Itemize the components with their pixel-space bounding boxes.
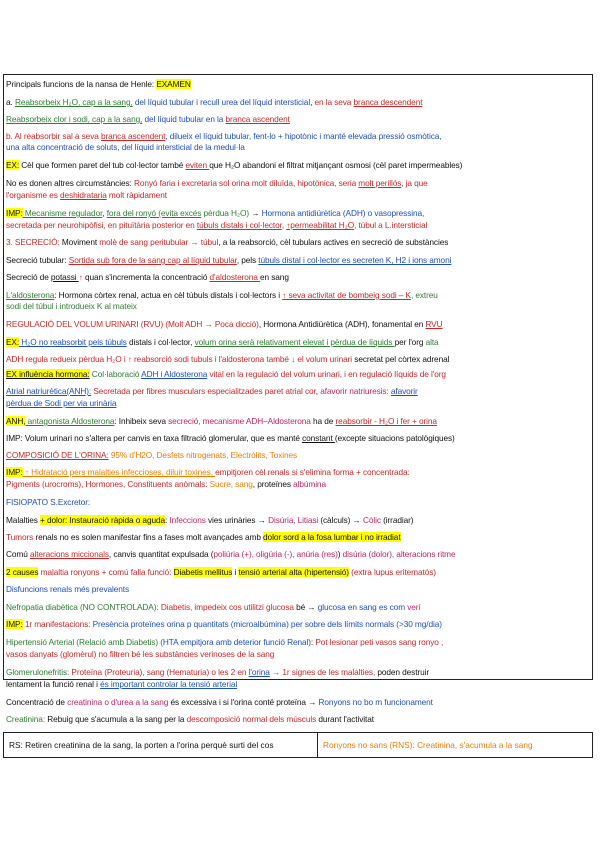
text: bé →	[293, 602, 318, 612]
text: Mecanisme regulador	[22, 208, 103, 218]
note-line	[6, 272, 590, 282]
text: ,	[102, 208, 107, 218]
text: pèrdua de Sodi per via urinària	[6, 398, 117, 408]
text: Nefropatia diabètica (NO CONTROLADA)	[6, 602, 157, 612]
highlight: ANH,	[6, 416, 26, 426]
text: Creatinina:	[6, 714, 46, 724]
text: molt perillós	[358, 178, 402, 188]
note-line	[6, 337, 590, 347]
text: → 1r signes de les malalties,	[269, 667, 376, 677]
note-line	[6, 532, 590, 542]
text: vasos danyats (glomèrul) no filtren bé les substàncies verinoses de la sang	[6, 649, 275, 659]
text: )	[337, 549, 343, 559]
text: ,	[310, 97, 315, 107]
text: , canvis quantitat expulsada (	[108, 549, 214, 559]
text: ha de	[310, 416, 336, 426]
text: Reabsorbeix clor i sodi, cap a la sang,	[6, 114, 143, 124]
text: en sang	[260, 272, 289, 282]
highlight: Diabetis mellitus	[173, 567, 233, 577]
text: No es donen altres circumstàncies:	[6, 178, 134, 188]
note-line	[6, 515, 590, 525]
text: disúria (dolor), alteracions ritme	[342, 549, 456, 559]
text: FISIOPATO S.Excretor:	[6, 497, 91, 507]
note-line	[6, 398, 590, 408]
text: Glomerulonefritis:	[6, 667, 70, 677]
text: vies urinàries →	[205, 515, 269, 525]
text: Sortida sub fora de la sang cap al líquid tubular	[68, 255, 237, 265]
text: REGULACIÓ DEL VOLUM URINARI (RVU) (Molt ADH → Poca dicció)	[6, 319, 259, 329]
text: fora del ronyó (evita excés	[106, 208, 202, 218]
text: alta	[425, 337, 439, 347]
text: eviten	[185, 160, 210, 170]
text: , ja que	[401, 178, 428, 188]
note-line	[6, 208, 590, 218]
text: molè de sang peritubular	[99, 237, 189, 247]
text: és important controlar la tensió arterial	[100, 679, 238, 689]
text: 1r manifestacions:	[22, 619, 91, 629]
highlight: EX:	[6, 160, 20, 170]
text: del líquid tubular en la	[142, 114, 226, 124]
text: poliúria (+), oligúria (-), anúria (res)	[213, 549, 338, 559]
note-line	[6, 237, 590, 247]
text: empitjoren cèl renals si s'elimina forma + concentrada:	[215, 467, 410, 477]
note-line	[6, 354, 590, 364]
note-line	[6, 667, 590, 677]
text: volum orina serà relativament elevat i pèrdua de líquids	[194, 337, 395, 347]
note-line	[6, 433, 590, 443]
note-line	[6, 190, 590, 200]
text: reabsorbir - H₂O i fer + orina	[335, 416, 437, 426]
text: b. Al reabsorbir sal a seva	[6, 131, 101, 141]
note-line	[6, 549, 590, 559]
text: glucosa en sang es com	[317, 602, 408, 612]
text: túbuls distals i col·lector	[196, 220, 282, 230]
text: :	[310, 637, 316, 647]
note-line	[6, 386, 590, 396]
note-line	[6, 602, 590, 612]
text: secretat pel còrtex adrenal	[352, 354, 450, 364]
text: túbuls distal i col·lector es secreten K, H2 i ions amoni	[258, 255, 452, 265]
text: creatinina o d'urea a la sang	[67, 697, 169, 707]
text: Comú	[6, 549, 30, 559]
note-line	[6, 467, 590, 477]
text: malaltia ronyons + comú falla funció:	[38, 567, 174, 577]
exam-highlight: EXAMEN	[156, 79, 191, 89]
note-line	[6, 142, 590, 152]
text: ↑	[78, 272, 83, 282]
text: :	[165, 515, 170, 525]
text: branca descendent	[353, 97, 423, 107]
text: Atrial natriurètica(ANH):	[6, 386, 92, 396]
text: Reabsorbeix H₂O, cap a la sang,	[14, 97, 133, 107]
note-line	[6, 290, 590, 300]
text: és excessiva i si l'orina conté proteïna →	[168, 697, 319, 707]
text: Ronyó faria i excretaria sol orina molt diluïda, hipotònica, seria	[133, 178, 359, 188]
summary-table	[3, 732, 593, 758]
text: Cèl que formen paret del tub col·lector també	[19, 160, 186, 170]
text: Secreció tubular:	[6, 255, 69, 265]
note-line	[6, 131, 590, 141]
text: descomposició normal dels músculs	[186, 714, 317, 724]
text: branca ascendent	[225, 114, 290, 124]
text: distals i col·lector,	[126, 337, 195, 347]
highlight: IMP:	[6, 208, 23, 218]
text: Hormona antidiürètica (ADH) o vasopressina,	[261, 208, 425, 218]
text: l'organisme es	[6, 190, 61, 200]
highlight: EX:	[6, 337, 20, 347]
note-line	[6, 301, 590, 311]
text: poden destruir	[375, 667, 430, 677]
unhealthy-kidneys-cell: Ronyons no sans (RNS): Creatinina, s'acumula a la sang	[323, 740, 533, 750]
note-line	[6, 649, 590, 659]
text: : Hormona còrtex renal, actua en cèl túbuls distals i col·lectors i	[54, 290, 283, 300]
text: branca ascendent	[100, 131, 166, 141]
text: Pot lesionar peti vasos sang ronyo ,	[315, 637, 444, 647]
text: Ronyons no bo m funcionament	[318, 697, 433, 707]
highlight: IMP:	[6, 619, 23, 629]
text: afavorir	[390, 386, 418, 396]
text: Pigments (urocroms), Hormones, Constituents anòmals:	[6, 479, 208, 489]
text: vital en la regulació del volum urinari, i en regulació líquids de l'org	[207, 369, 446, 379]
text: (càlculs) →	[318, 515, 363, 525]
note-line	[6, 114, 590, 124]
highlight: + dolor: Instauració ràpida o aguda	[40, 515, 166, 525]
text: lentament la funció renal i	[6, 679, 101, 689]
text: (extra lupus eritematós)	[348, 567, 436, 577]
section-title	[6, 79, 590, 89]
note-line	[6, 584, 590, 594]
text: Hipertensió Arterial (Relació amb Diabetis)	[6, 637, 159, 647]
text: que H₂O abandoni el filtrat mitjançant osmosi (cèl paret impermeables)	[209, 160, 463, 170]
note-line	[6, 255, 590, 265]
text: Secretada per fibres musculars especialitzades paret atrial cor	[91, 386, 316, 396]
text: Còlic	[362, 515, 381, 525]
text: Rebuig que s'acumula a la sang per la	[45, 714, 187, 724]
highlight: 2 causes	[6, 567, 39, 577]
text: ↑permeabilitat H₂O	[286, 220, 355, 230]
text: per l'org	[394, 337, 426, 347]
text: RVU	[425, 319, 443, 329]
text: 95% d'H2O, Desfets nitrogenats, Electròlits, Toxines	[108, 450, 298, 460]
text: →	[249, 208, 262, 218]
text: ↑ Hidratació pers malalties infeccioses, diluir toxines,	[22, 467, 216, 477]
text: , proteïnes	[252, 479, 294, 489]
text: del líquid tubular i recull urea del líquid intersticial	[132, 97, 311, 107]
text: constant	[302, 433, 335, 443]
text: Disfuncions renals més prevalents	[6, 584, 130, 594]
text: Concentració de	[6, 697, 68, 707]
text: Proteïna (Proteuria), sang (Hematuria) o les 2 en	[69, 667, 249, 677]
text: (HTA empitjora amb deterior funció Renal)	[158, 637, 311, 647]
text: deshidrataria	[60, 190, 107, 200]
note-line	[6, 416, 590, 426]
text: , túbul a L.intersticial	[354, 220, 428, 230]
text: durant l'activitat	[316, 714, 374, 724]
healthy-kidneys-cell: RS: Retiren creatinina de la sang, la porten a l'orina perquè surti del cos	[4, 733, 318, 757]
note-line	[6, 479, 590, 489]
note-line	[6, 178, 590, 188]
note-line	[6, 497, 590, 507]
text: alteracions miccionals	[29, 549, 109, 559]
text: , a la reabsorció, cèl tubulars actives en secreció de substàncies	[218, 237, 449, 247]
highlight: IMP:	[6, 467, 23, 477]
text: Infeccions	[169, 515, 206, 525]
text: i	[232, 567, 239, 577]
text: : Diabetis, impedeix cos utilitzi glucosa	[156, 602, 294, 612]
note-line	[6, 567, 590, 577]
text: : Inhibeix seva	[114, 416, 169, 426]
text: , pels	[236, 255, 259, 265]
text: L'aldosterona	[6, 290, 55, 300]
text: antagonista Aldosterona	[25, 416, 115, 426]
text: COMPOSICIÓ DE L'ORINA:	[6, 450, 109, 460]
text: secreció	[168, 416, 199, 426]
text: molt ràpidament	[106, 190, 167, 200]
highlight: dolor sord a la fosa lumbar i no irradiat	[263, 532, 401, 542]
highlight: EX influència hormona:	[6, 369, 90, 379]
text: verí	[407, 602, 421, 612]
highlight: tensió arterial alta (hipertensió)	[238, 567, 349, 577]
text: quan s'incrementa la concentració	[82, 272, 210, 282]
text: a.	[6, 97, 15, 107]
text: ↑ seva activitat de bombeig sodi – K	[282, 290, 411, 300]
text: , extreu	[410, 290, 438, 300]
text: Disúria, Litiasi	[268, 515, 319, 525]
text: Col·laboració	[89, 369, 142, 379]
text: Malalties	[6, 515, 41, 525]
text: Sucre, sang	[207, 479, 253, 489]
note-line	[6, 637, 590, 647]
text: , Hormona Antidiürètica (ADH), fonamental en	[258, 319, 426, 329]
text: ,	[281, 220, 287, 230]
text: , dilueix el líquid tubular, fent-lo + hipotònic i manté elevada pressió osmòtica,	[165, 131, 442, 141]
note-line	[6, 450, 590, 460]
text: (excepte situacions patològiques)	[334, 433, 455, 443]
note-line	[6, 619, 590, 629]
text: IMP: Volum urinari no s'altera per canvis en taxa filtració glomerular, que es manté	[6, 433, 303, 443]
note-line	[6, 369, 590, 379]
text: potassi	[50, 272, 79, 282]
note-line	[6, 220, 590, 230]
text: albúmina	[293, 479, 326, 489]
text: Moviment	[59, 237, 100, 247]
text: en la seva	[314, 97, 354, 107]
text: (irradiar)	[380, 515, 414, 525]
text: ,	[315, 386, 321, 396]
text: ADH i Aldosterona	[141, 369, 208, 379]
text: , mecanisme ADH–Aldosterona	[198, 416, 311, 426]
note-line	[6, 160, 590, 170]
text: ADH regula redueix pèrdua H₂O i ↑ reabsorció sodi tubuls i l'aldosterona també ↓ el volum urinari	[6, 354, 353, 364]
note-line	[6, 97, 590, 107]
text: Secreció de	[6, 272, 51, 282]
text: afavorir natriuresis:	[320, 386, 391, 396]
text: Tumors	[6, 532, 34, 542]
note-line	[6, 714, 590, 724]
title-text: Principals funcions de la nansa de Henle:	[6, 79, 157, 89]
note-line	[6, 679, 590, 689]
text: renals no es solen manifestar fins a fases molt avançades amb	[33, 532, 264, 542]
text: l'orina	[248, 667, 270, 677]
text: H₂O no reabsorbit pels túbuls	[19, 337, 127, 347]
text: pèrdua H₂O)	[201, 208, 250, 218]
text: 3. SECRECIÓ:	[6, 237, 60, 247]
text: sodi del túbul i introdueix K al mateix	[6, 301, 137, 311]
text: d'aldosterona	[209, 272, 261, 282]
text: → túbul	[188, 237, 219, 247]
text: una alta concentració de soluts, del líquid intersticial de la medul·la	[6, 142, 245, 152]
note-line	[6, 319, 590, 329]
text: secretada per neurohipòfisi, en pituïtària posterior en	[6, 220, 197, 230]
text: Presència proteïnes orina p quantitats (microalbúmina) per sobre dels límits normals (>30 mg/dia)	[90, 619, 442, 629]
note-line	[6, 697, 590, 707]
